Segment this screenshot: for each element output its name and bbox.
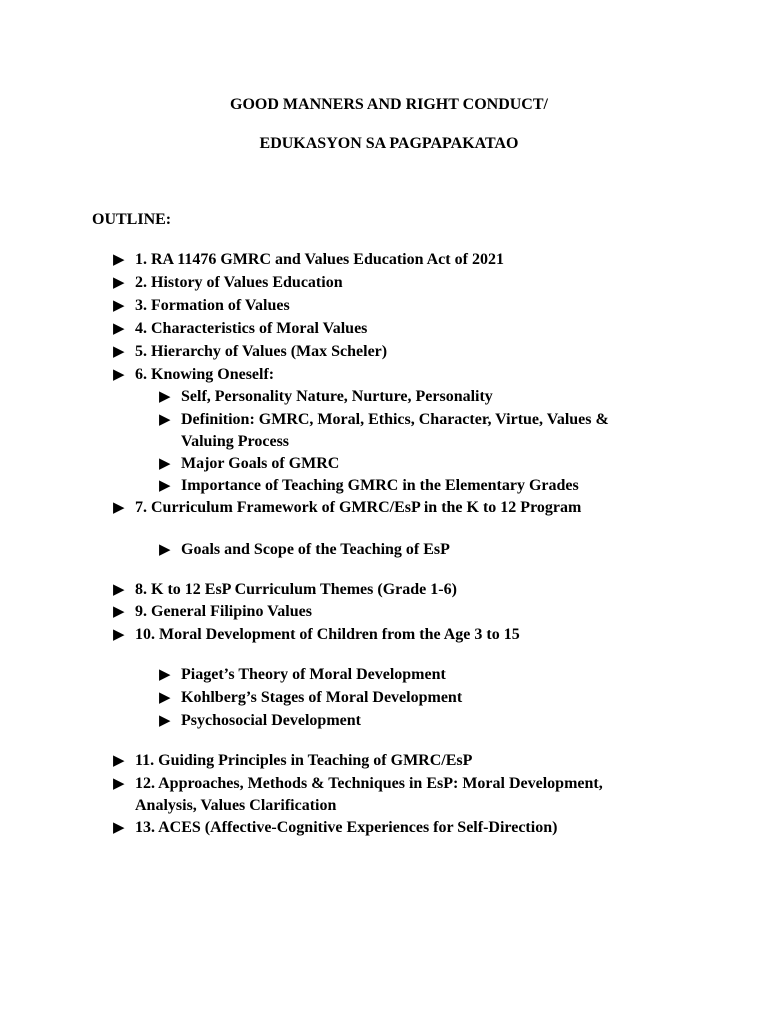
outline-item — [113, 749, 472, 773]
outline-item-text: 8. K to 12 EsP Curriculum Themes (Grade 1-6) — [135, 581, 457, 598]
outline-subitem — [159, 663, 446, 687]
right-triangle-icon: ▶ — [159, 690, 171, 706]
right-triangle-icon: ▶ — [113, 500, 125, 516]
outline-subitem — [159, 474, 579, 498]
outline-item — [113, 578, 457, 602]
outline-item-text: 7. Curriculum Framework of GMRC/EsP in the K to 12 Program — [135, 499, 582, 516]
outline-item-text: 13. ACES (Affective-Cognitive Experiences for Self-Direction) — [135, 819, 558, 836]
outline-item-text: Piaget’s Theory of Moral Development — [181, 666, 446, 683]
outline-item — [113, 271, 343, 295]
outline-subitem — [159, 385, 493, 409]
outline-item-text: Kohlberg’s Stages of Moral Development — [181, 689, 463, 706]
right-triangle-icon: ▶ — [159, 667, 171, 683]
right-triangle-icon: ▶ — [113, 820, 125, 836]
outline-item-text: 10. Moral Development of Children from the Age 3 to 15 — [135, 626, 520, 643]
outline-item — [113, 772, 603, 796]
outline-item-text: Goals and Scope of the Teaching of EsP — [181, 541, 450, 558]
right-triangle-icon: ▶ — [113, 753, 125, 769]
right-triangle-icon: ▶ — [113, 298, 125, 314]
outline-subitem — [159, 408, 609, 432]
outline-item-continuation: Analysis, Values Clarification — [135, 797, 337, 814]
outline-subitem — [159, 538, 450, 562]
right-triangle-icon: ▶ — [159, 542, 171, 558]
outline-item — [113, 496, 581, 520]
outline-heading: OUTLINE: — [92, 211, 172, 228]
right-triangle-icon: ▶ — [113, 627, 125, 643]
outline-item-text: 11. Guiding Principles in Teaching of GMRC/EsP — [135, 752, 473, 769]
outline-item-text: 2. History of Values Education — [135, 274, 343, 291]
right-triangle-icon: ▶ — [159, 713, 171, 729]
right-triangle-icon: ▶ — [113, 252, 125, 268]
right-triangle-icon: ▶ — [159, 389, 171, 405]
outline-item-text: Importance of Teaching GMRC in the Elementary Grades — [181, 477, 579, 494]
outline-item-text: 9. General Filipino Values — [135, 603, 312, 620]
outline-subitem — [159, 686, 462, 710]
right-triangle-icon: ▶ — [113, 275, 125, 291]
outline-item — [113, 600, 312, 624]
outline-item — [113, 816, 557, 840]
outline-item-text: Psychosocial Development — [181, 712, 361, 729]
document-title-line-1: GOOD MANNERS AND RIGHT CONDUCT/ — [230, 96, 548, 113]
outline-item-text: 4. Characteristics of Moral Values — [135, 320, 368, 337]
outline-item-text: 12. Approaches, Methods & Techniques in EsP: Moral Development, — [135, 775, 603, 792]
outline-item-text: 1. RA 11476 GMRC and Values Education Act of 2021 — [135, 251, 504, 268]
right-triangle-icon: ▶ — [159, 412, 171, 428]
outline-item — [113, 294, 290, 318]
outline-item — [113, 340, 387, 364]
outline-item — [113, 623, 520, 647]
outline-subitem — [159, 709, 361, 733]
right-triangle-icon: ▶ — [113, 344, 125, 360]
right-triangle-icon: ▶ — [159, 456, 171, 472]
right-triangle-icon: ▶ — [113, 367, 125, 383]
outline-item-text: Definition: GMRC, Moral, Ethics, Character, Virtue, Values & — [181, 411, 609, 428]
outline-item — [113, 317, 367, 341]
right-triangle-icon: ▶ — [159, 478, 171, 494]
right-triangle-icon: ▶ — [113, 604, 125, 620]
outline-item — [113, 363, 274, 387]
right-triangle-icon: ▶ — [113, 776, 125, 792]
outline-item-text: 5. Hierarchy of Values (Max Scheler) — [135, 343, 388, 360]
outline-subitem — [159, 452, 339, 476]
outline-item-text: Self, Personality Nature, Nurture, Personality — [181, 388, 493, 405]
document-title-line-2: EDUKASYON SA PAGPAPAKATAO — [259, 135, 519, 152]
right-triangle-icon: ▶ — [113, 321, 125, 337]
outline-item-text: 3. Formation of Values — [135, 297, 290, 314]
outline-item — [113, 248, 504, 272]
right-triangle-icon: ▶ — [113, 582, 125, 598]
outline-item-text: Major Goals of GMRC — [181, 455, 340, 472]
outline-item-text: 6. Knowing Oneself: — [135, 366, 275, 383]
outline-item-continuation: Valuing Process — [181, 433, 290, 450]
